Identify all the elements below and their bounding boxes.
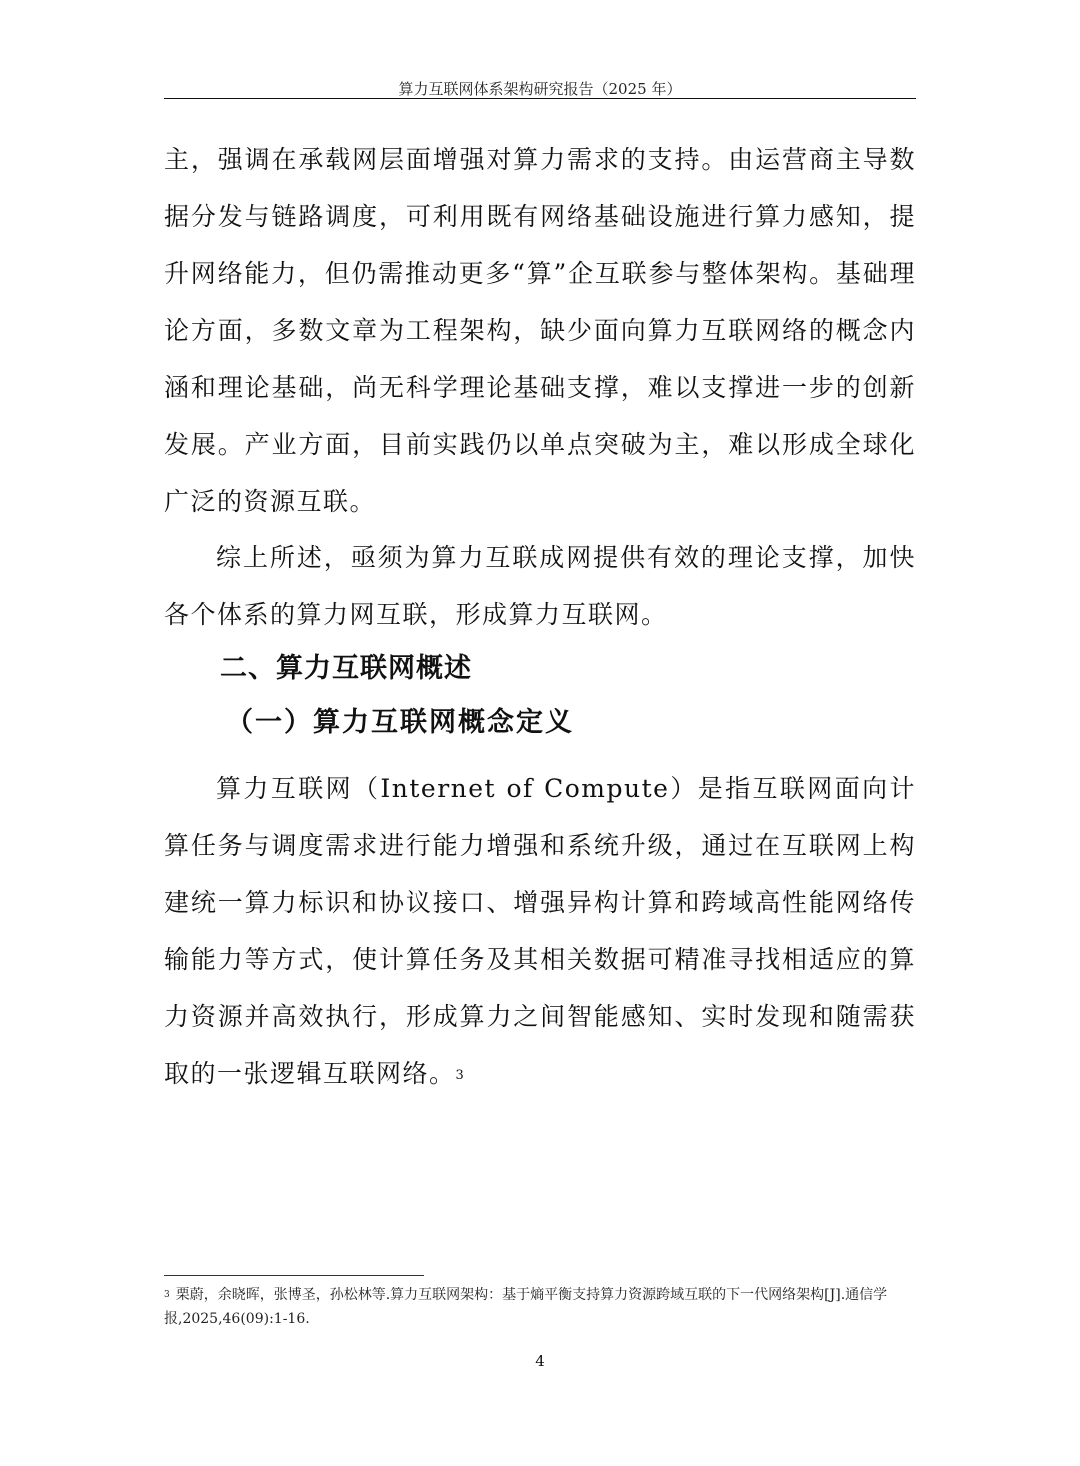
running-header: 算力互联网体系架构研究报告（2025 年）: [398, 80, 682, 98]
paragraph-3: [164, 760, 916, 1102]
footnote-reference[interactable]: 3: [455, 1068, 466, 1083]
footnote-text: 栗蔚，余晓晖，张博圣，孙松林等.算力互联网架构：基于熵平衡支持算力资源跨域互联的下一代网络架构[J].通信学报,2025,46(09):1-16.: [164, 1287, 888, 1327]
footnote-marker: 3: [164, 1290, 170, 1300]
page-number: 4: [535, 1352, 545, 1370]
section-heading: 二、算力互联网概述: [220, 653, 472, 684]
footnote-rule: [164, 1275, 424, 1276]
header-rule: [164, 98, 916, 99]
paragraph-3-text: 算力互联网（Internet of Compute）是指互联网面向计算任务与调度需求进行能力增强和系统升级，通过在互联网上构建统一算力标识和协议接口、增强异构计算和跨域高性能网络传输能力等方式，使计算任务及其相关数据可精准寻找相适应的算力资源并高效执行，形成算力之间智能感知、实时发现和随需获取的一张逻辑互联网络。: [164, 774, 916, 1088]
footnote: [164, 1283, 916, 1331]
paragraph-1: 主，强调在承载网层面增强对算力需求的支持。由运营商主导数据分发与链路调度，可利用既有网络基础设施进行算力感知，提升网络能力，但仍需推动更多“算”企互联参与整体架构。基础理论方面，多数文章为工程架构，缺少面向算力互联网络的概念内涵和理论基础，尚无科学理论基础支撑，难以支撑进一步的创新发展。产业方面，目前实践仍以单点突破为主，难以形成全球化广泛的资源互联。: [164, 145, 916, 516]
paragraph-2: 综上所述，亟须为算力互联成网提供有效的理论支撑，加快各个体系的算力网互联，形成算力互联网。: [164, 543, 916, 629]
subsection-heading: （一）算力互联网概念定义: [226, 707, 574, 738]
